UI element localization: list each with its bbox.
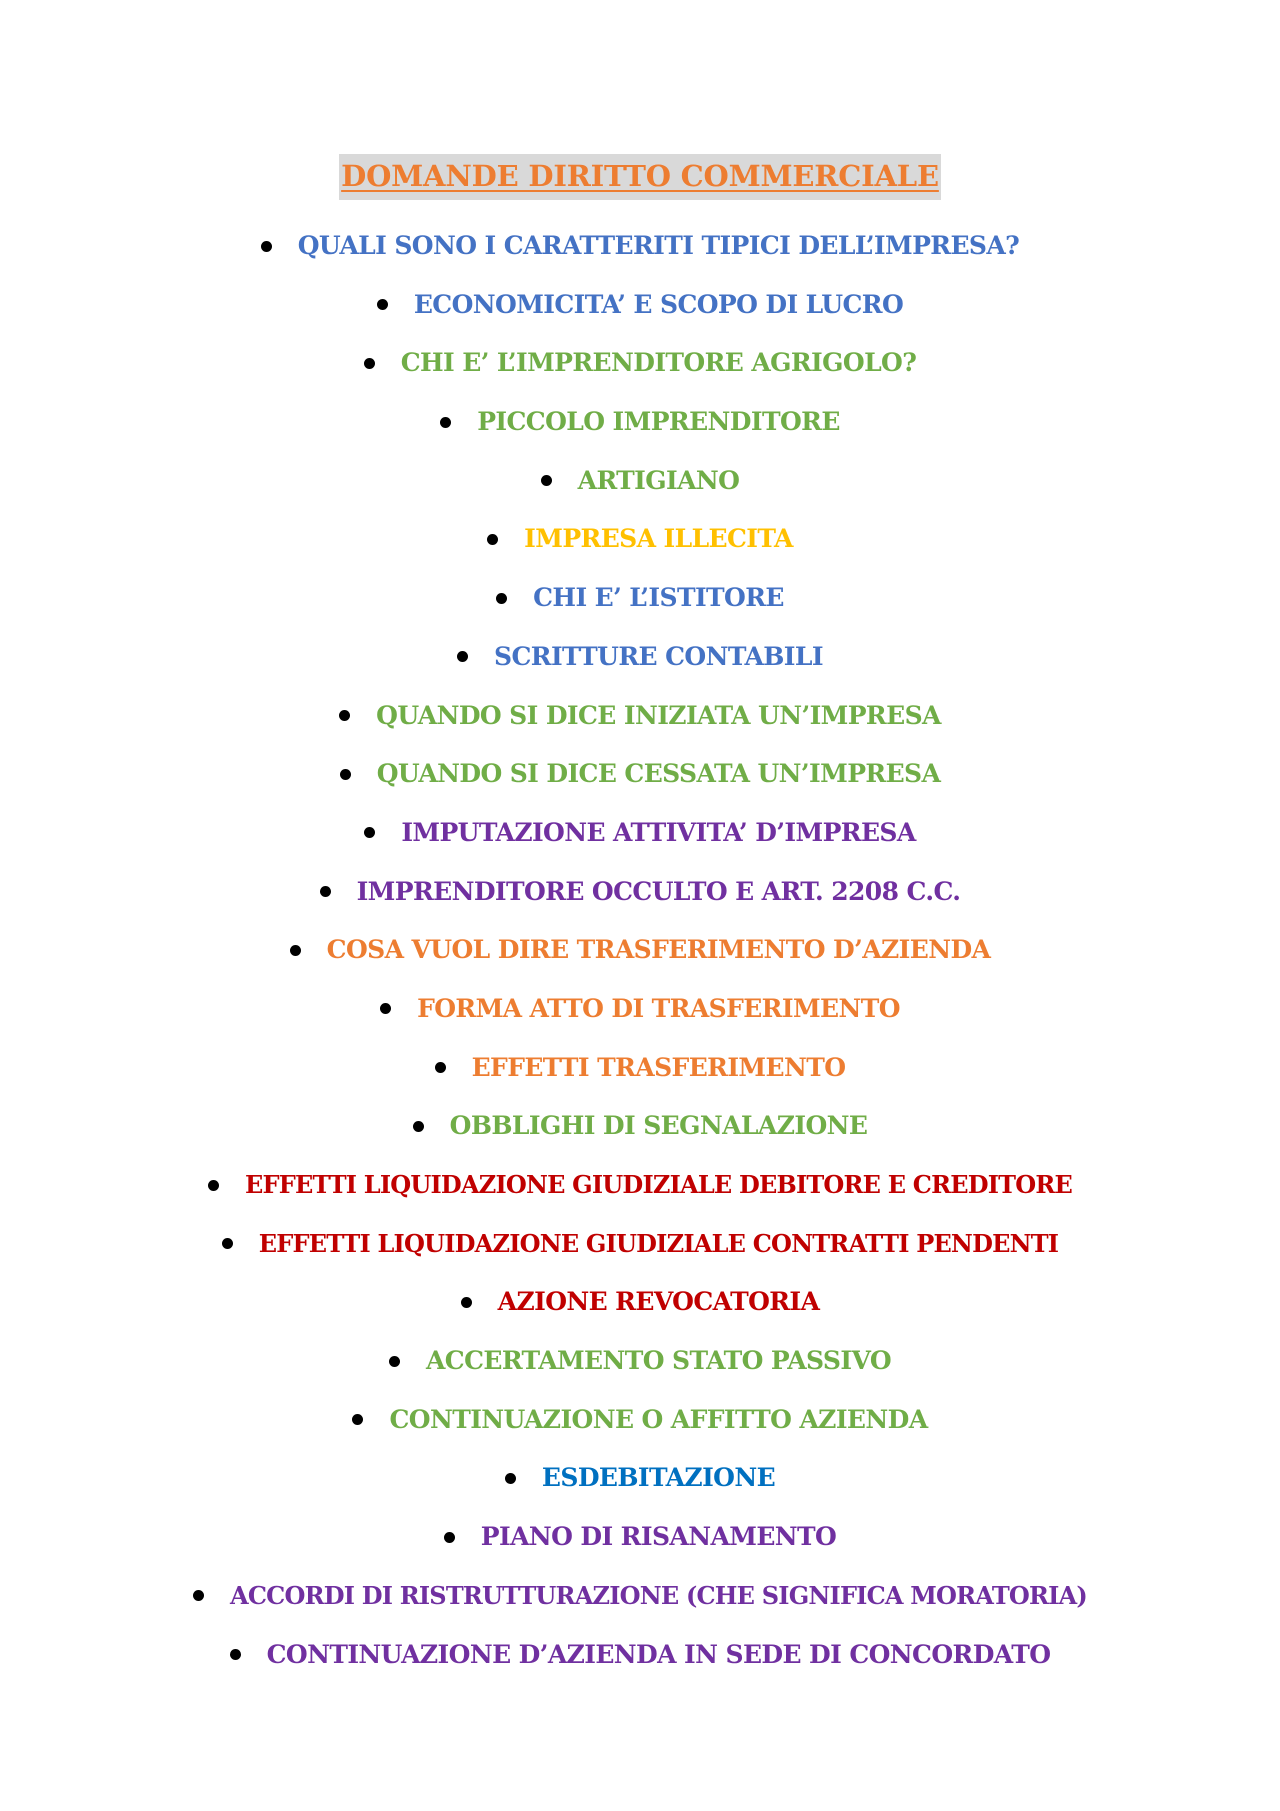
list-item-label: EFFETTI LIQUIDAZIONE GIUDIZIALE CONTRATTI PENDENTI [258,1228,1059,1258]
list-item-label: FORMA ATTO DI TRASFERIMENTO [417,993,900,1023]
list-item-label: PICCOLO IMPRENDITORE [477,407,840,437]
list-item-label: SCRITTURE CONTABILI [494,641,823,671]
list-item [0,872,1280,931]
list-item [0,1576,1280,1635]
list-item-content [377,285,903,325]
list-item-label: EFFETTI LIQUIDAZIONE GIUDIZIALE DEBITORE E CREDITORE [245,1170,1072,1199]
bullet-icon [487,534,498,545]
bullet-icon [352,1414,363,1425]
list-item-content [364,813,915,853]
list-item-label: EFFETTI TRASFERIMENTO [471,1052,846,1082]
bullet-icon [193,1590,204,1601]
list-item-label: CONTINUAZIONE O AFFITTO AZIENDA [389,1404,928,1434]
list-item [0,1458,1280,1517]
list-item-content [380,989,900,1029]
bullet-icon [389,1356,400,1367]
list-item [0,402,1280,461]
list-item [0,519,1280,578]
bullet-icon [230,1649,241,1660]
list-item-label: IMPUTAZIONE ATTIVITA’ D’IMPRESA [401,817,916,847]
list-item [0,1517,1280,1576]
list-item-label: IMPRESA ILLECITA [524,524,793,554]
list-item-content [364,343,917,383]
bullet-icon [364,358,375,369]
list-item-content [389,1341,891,1381]
list-item-label: QUANDO SI DICE INIZIATA UN’IMPRESA [376,700,941,730]
list-item [0,343,1280,402]
list-item [0,1165,1280,1224]
bullet-icon [413,1121,424,1132]
list-item-label: AZIONE REVOCATORIA [497,1287,820,1317]
list-item-label: IMPRENDITORE OCCULTO E ART. 2208 C.C. [356,876,961,906]
list-item [0,754,1280,813]
list-item-label: PIANO DI RISANAMENTO [480,1522,837,1552]
list-item-content [339,696,941,736]
list-item-content [222,1224,1058,1264]
list-item-label: CONTINUAZIONE D’AZIENDA IN SEDE DI CONCORDATO [266,1639,1051,1669]
list-item-label: QUANDO SI DICE CESSATA UN’IMPRESA [376,759,941,789]
bullet-icon [222,1238,233,1249]
list-item-label: ACCERTAMENTO STATO PASSIVO [425,1346,892,1376]
list-item-content [541,461,740,501]
bullet-icon [541,475,552,486]
list-item [0,1341,1280,1400]
list-item [0,930,1280,989]
list-item-content [496,578,784,618]
list-item [0,461,1280,520]
list-item-content [413,1106,868,1146]
list-item-label: ACCORDI DI RISTRUTTURAZIONE (CHE SIGNIFICA MORATORIA) [230,1580,1087,1610]
bullet-icon [320,886,331,897]
list-item-content [340,754,941,794]
list-item-content [193,1576,1087,1616]
bullet-icon [461,1297,472,1308]
list-item-label: COSA VUOL DIRE TRASFERIMENTO D’AZIENDA [326,935,991,965]
bullet-icon [435,1062,446,1073]
bullet-icon [457,651,468,662]
list-item [0,578,1280,637]
list-item [0,989,1280,1048]
list-item-label: ARTIGIANO [577,465,740,495]
list-item-content [320,872,961,912]
list-item-content [457,637,823,677]
list-item-content [352,1400,927,1440]
list-item-content [435,1048,846,1088]
list-item-label: ECONOMICITA’ E SCOPO DI LUCRO [413,289,904,319]
list-item-content [290,930,991,970]
list-item-content [487,519,793,559]
list-item [0,1400,1280,1459]
list-item-label: OBBLIGHI DI SEGNALAZIONE [449,1111,868,1141]
bullet-icon [290,945,301,956]
list-item [0,226,1280,285]
list-item [0,1106,1280,1165]
list-item-label: CHI E’ L’ISTITORE [533,583,784,613]
question-list [0,226,1280,1693]
bullet-icon [380,1003,391,1014]
bullet-icon [440,417,451,428]
bullet-icon [339,710,350,721]
list-item-content [230,1635,1051,1675]
list-item-content [261,226,1019,266]
list-item-content [440,402,840,442]
list-item [0,1282,1280,1341]
list-item [0,1048,1280,1107]
list-item [0,813,1280,872]
bullet-icon [505,1473,516,1484]
list-item [0,696,1280,755]
list-item [0,1224,1280,1283]
title-container [0,154,1280,200]
list-item-label: QUALI SONO I CARATTERITI TIPICI DELL’IMPRESA? [297,231,1020,260]
list-item-content [444,1517,836,1557]
list-item-label: CHI E’ L’IMPRENDITORE AGRIGOLO? [400,348,917,378]
document-title: DOMANDE DIRITTO COMMERCIALE [339,154,941,200]
list-item [0,1635,1280,1694]
bullet-icon [340,769,351,780]
bullet-icon [261,241,272,252]
bullet-icon [496,593,507,604]
list-item-content [505,1458,775,1498]
bullet-icon [208,1180,219,1191]
bullet-icon [377,299,388,310]
bullet-icon [364,827,375,838]
bullet-icon [444,1532,455,1543]
list-item-content [208,1165,1072,1205]
list-item-content [461,1282,820,1322]
list-item [0,285,1280,344]
list-item-label: ESDEBITAZIONE [541,1463,776,1493]
list-item [0,637,1280,696]
